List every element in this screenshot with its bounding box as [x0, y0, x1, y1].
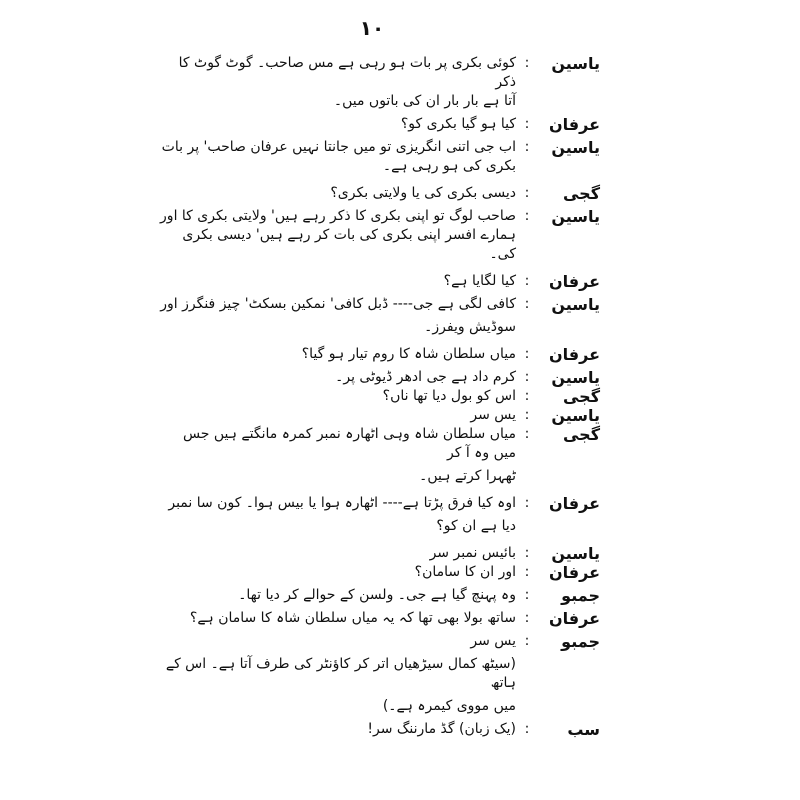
speaker-name: عرفان	[548, 115, 600, 134]
colon-separator: :	[524, 587, 530, 603]
dialogue-line	[160, 345, 600, 364]
dialogue-text: دیسی بکری کی یا ولایتی بکری؟	[330, 185, 516, 201]
dialogue-line	[160, 720, 600, 739]
speaker-name: گجی	[562, 387, 600, 406]
dialogue-text: اب جی اتنی انگریزی تو میں جانتا نہیں عرفان صاحب' پر بات	[161, 139, 516, 155]
dialogue-line	[160, 406, 600, 425]
speaker-name: یاسین	[551, 544, 600, 563]
colon-separator: :	[524, 545, 530, 561]
dialogue-line	[160, 115, 600, 134]
speaker-name: یاسین	[551, 295, 600, 314]
speaker-name: عرفان	[548, 609, 600, 628]
dialogue-line	[160, 387, 600, 406]
dialogue-text: کافی لگی ہے جی---- ڈبل کافی' نمکین بسکٹ' چیز فنگرز اور	[160, 296, 516, 312]
dialogue-line	[160, 609, 600, 628]
dialogue-line	[160, 368, 600, 387]
dialogue-line	[160, 586, 600, 605]
speaker-name: سب	[567, 720, 600, 739]
speaker-name: گجی	[562, 184, 600, 203]
colon-separator: :	[524, 721, 530, 737]
stage-direction: (سیٹھ کمال سیڑھیاں اتر کر کاؤنٹر کی طرف آتا ہے۔ اس کے ہاتھ	[165, 656, 516, 691]
speaker-name: یاسین	[551, 406, 600, 425]
dialogue-continuation: آتا ہے بار بار ان کی باتوں میں۔	[333, 93, 516, 109]
colon-separator: :	[524, 610, 530, 626]
colon-separator: :	[524, 426, 530, 442]
dialogue-continuation: ہمارے افسر اپنی بکری کی بات کر رہے ہیں' دیسی بکری کی۔	[182, 227, 516, 262]
colon-separator: :	[524, 296, 530, 312]
dialogue-line	[160, 54, 600, 92]
colon-separator: :	[524, 273, 530, 289]
dialogue-text: کیا ہو گیا بکری کو؟	[400, 116, 516, 132]
colon-separator: :	[524, 346, 530, 362]
dialogue-line	[160, 272, 600, 291]
dialogue-continuation: بکری کی ہو رہی ہے۔	[382, 158, 516, 174]
dialogue-text: اور ان کا سامان؟	[414, 564, 516, 580]
speaker-name: یاسین	[551, 207, 600, 226]
speaker-name: عرفان	[548, 563, 600, 582]
dialogue-text: اوہ کیا فرق پڑتا ہے---- اٹھارہ ہوا یا بیس ہوا۔ کون سا نمبر	[168, 495, 516, 511]
dialogue-line	[160, 295, 600, 314]
colon-separator: :	[524, 208, 530, 224]
dialogue-text: وہ پہنچ گیا ہے جی۔ ولسن کے حوالے کر دیا تھا۔	[238, 587, 516, 603]
speaker-name: جمبو	[561, 586, 600, 605]
speaker-name: جمبو	[561, 632, 600, 651]
dialogue-text: یس سر	[470, 633, 516, 649]
colon-separator: :	[524, 495, 530, 511]
colon-separator: :	[524, 564, 530, 580]
dialogue-text: اس کو بول دیا تھا ناں؟	[382, 388, 516, 404]
colon-separator: :	[524, 139, 530, 155]
page-number: ۱۰	[359, 16, 385, 40]
dialogue-text: (یک زبان) گڈ مارننگ سر!	[367, 721, 516, 737]
dialogue-text: ساتھ بولا بھی تھا کہ یہ میاں سلطان شاہ کا سامان ہے؟	[189, 610, 516, 626]
colon-separator: :	[524, 633, 530, 649]
colon-separator: :	[524, 116, 530, 132]
dialogue-continuation: سوڈیش ویفرز۔	[424, 319, 516, 335]
dialogue-text: کیا لگایا ہے؟	[443, 273, 516, 289]
speaker-name: یاسین	[551, 54, 600, 73]
dialogue-line	[160, 563, 600, 582]
dialogue-text: کرم داد ہے جی ادھر ڈیوٹی پر۔	[335, 369, 516, 385]
dialogue-line	[160, 632, 600, 651]
dialogue-text: کوئی بکری پر بات ہو رہی ہے مس صاحب۔ گوٹ گوٹ کا ذکر	[178, 55, 516, 90]
dialogue-line	[160, 138, 600, 157]
dialogue-line	[160, 207, 600, 226]
dialogue-line	[160, 494, 600, 513]
script-body	[160, 54, 600, 739]
speaker-name: یاسین	[551, 138, 600, 157]
dialogue-text: صاحب لوگ تو اپنی بکری کا ذکر رہے ہیں' ولایتی بکری کا اور	[160, 208, 516, 224]
dialogue-text: بائیس نمبر سر	[429, 545, 516, 561]
stage-direction: میں مووی کیمرہ ہے۔)	[382, 698, 516, 714]
speaker-name: عرفان	[548, 272, 600, 291]
speaker-name: عرفان	[548, 345, 600, 364]
colon-separator: :	[524, 407, 530, 423]
colon-separator: :	[524, 369, 530, 385]
dialogue-line	[160, 544, 600, 563]
dialogue-line	[160, 184, 600, 203]
colon-separator: :	[524, 55, 530, 71]
colon-separator: :	[524, 388, 530, 404]
dialogue-text: میاں سلطان شاہ وہی اٹھارہ نمبر کمرہ مانگتے ہیں جس میں وہ آ کر	[182, 426, 516, 461]
dialogue-line	[160, 425, 600, 463]
speaker-name: یاسین	[551, 368, 600, 387]
dialogue-continuation: ٹھہرا کرتے ہیں۔	[419, 468, 516, 484]
colon-separator: :	[524, 185, 530, 201]
speaker-name: گجی	[562, 425, 600, 444]
dialogue-text: میاں سلطان شاہ کا روم تیار ہو گیا؟	[301, 346, 516, 362]
dialogue-text: یس سر	[470, 407, 516, 423]
dialogue-continuation: دیا ہے ان کو؟	[436, 518, 516, 534]
speaker-name: عرفان	[548, 494, 600, 513]
